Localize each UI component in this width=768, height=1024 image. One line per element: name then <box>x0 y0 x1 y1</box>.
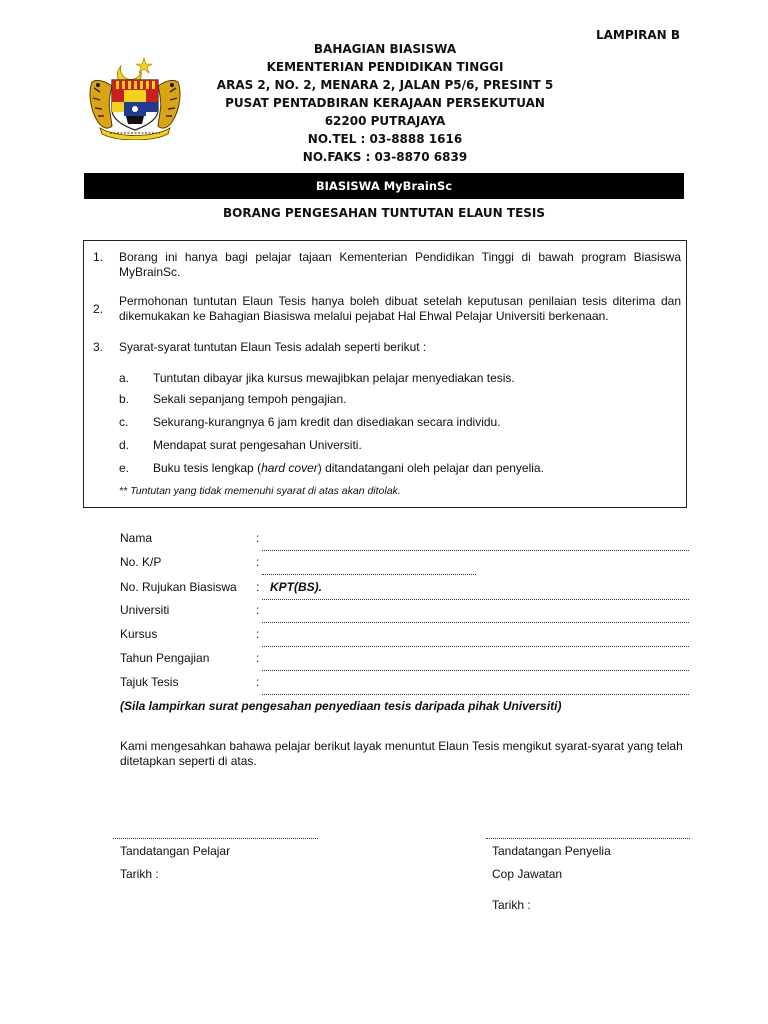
field-label: No. K/P <box>120 555 162 569</box>
kursus-input-line[interactable] <box>262 646 689 647</box>
field-row-rujukan <box>0 580 768 600</box>
condition-number: 3. <box>93 340 104 354</box>
field-label: No. Rujukan Biasiswa <box>120 580 237 594</box>
letterhead-department: BAHAGIAN BIASISWA <box>313 42 457 56</box>
field-row-kursus <box>0 627 768 647</box>
sub-condition-letter: a. <box>119 371 130 385</box>
scholarship-banner: BIASISWA MyBrainSc <box>84 173 684 199</box>
condition-text: Syarat-syarat tuntutan Elaun Tesis adalah seperti berikut : <box>119 340 427 354</box>
field-label: Kursus <box>120 627 158 641</box>
field-row-nama <box>0 531 768 551</box>
sub-condition-text: Sekali sepanjang tempoh pengajian. <box>153 392 347 406</box>
field-colon: : <box>256 675 260 689</box>
sub-condition-text: Sekurang-kurangnya 6 jam kredit dan disediakan secara individu. <box>153 415 501 429</box>
field-colon: : <box>256 555 260 569</box>
letterhead-address-2: PUSAT PENTADBIRAN KERAJAAN PERSEKUTUAN <box>225 96 545 110</box>
supervisor-signature-label: Tandatangan Penyelia <box>492 844 611 858</box>
sub-condition-text: Tuntutan dibayar jika kursus mewajibkan pelajar menyediakan tesis. <box>153 371 515 385</box>
letterhead <box>200 40 570 166</box>
student-date-label: Tarikh : <box>120 867 159 881</box>
supervisor-stamp-label: Cop Jawatan <box>492 867 563 881</box>
conditions-box <box>83 240 687 508</box>
tahun-input-line[interactable] <box>262 670 689 671</box>
sub-condition-text: Mendapat surat pengesahan Universiti. <box>153 438 362 452</box>
field-colon: : <box>256 531 260 545</box>
condition-number: 1. <box>93 250 104 264</box>
field-row-tajuk <box>0 675 768 695</box>
tajuk-input-line[interactable] <box>262 694 689 695</box>
student-signature-line[interactable] <box>113 838 318 839</box>
sub-condition-text-before: Buku tesis lengkap ( <box>153 461 262 475</box>
condition-text: Borang ini hanya bagi pelajar tajaan Kementerian Pendidikan Tinggi di bawah program Biasiswa MyBrainSc. <box>119 250 681 279</box>
letterhead-postcode: 62200 PUTRAJAYA <box>324 114 446 128</box>
field-label: Universiti <box>120 603 170 617</box>
nama-input-line[interactable] <box>262 550 689 551</box>
field-row-tahun <box>0 651 768 671</box>
sub-condition-text-after: ) ditandatangani oleh pelajar dan penyelia. <box>317 461 544 475</box>
letterhead-address-1: ARAS 2, NO. 2, MENARA 2, JALAN P5/6, PRESINT 5 <box>216 78 554 92</box>
field-colon: : <box>256 580 260 594</box>
field-row-kp <box>0 555 768 575</box>
field-label: Tajuk Tesis <box>120 675 179 689</box>
condition-number: 2. <box>93 302 104 316</box>
form-title: BORANG PENGESAHAN TUNTUTAN ELAUN TESIS <box>222 206 546 220</box>
letterhead-fax: NO.FAKS : 03-8870 6839 <box>302 150 468 164</box>
field-colon: : <box>256 603 260 617</box>
attachment-note: (Sila lampirkan surat pengesahan penyediaan tesis daripada pihak Universiti) <box>120 699 562 713</box>
sub-condition-letter: c. <box>119 415 129 429</box>
rujukan-input-line[interactable] <box>262 599 689 600</box>
conditions-note: ** Tuntutan yang tidak memenuhi syarat di atas akan ditolak. <box>119 485 401 497</box>
supervisor-signature-line[interactable] <box>486 838 690 839</box>
kp-input-line[interactable] <box>262 574 476 575</box>
rujukan-value: KPT(BS). <box>270 580 322 594</box>
field-colon: : <box>256 627 260 641</box>
sub-condition-letter: e. <box>119 461 130 475</box>
sub-condition-letter: b. <box>119 392 130 406</box>
condition-text: Permohonan tuntutan Elaun Tesis hanya boleh dibuat setelah keputusan penilaian tesis diterima dan dikemukakan ke Bahagian Biasiswa melalui pejabat Hal Ehwal Pelajar Universiti berkenaan. <box>119 294 681 323</box>
sub-condition-text-italic: hard cover <box>261 461 318 475</box>
letterhead-ministry: KEMENTERIAN PENDIDIKAN TINGGI <box>266 60 504 74</box>
sub-condition-text <box>153 461 544 476</box>
sub-condition-letter: d. <box>119 438 130 452</box>
student-signature-label: Tandatangan Pelajar <box>120 844 231 858</box>
field-row-universiti <box>0 603 768 623</box>
field-label: Nama <box>120 531 153 545</box>
supervisor-date-label: Tarikh : <box>492 898 531 912</box>
universiti-input-line[interactable] <box>262 622 689 623</box>
field-label: Tahun Pengajian <box>120 651 210 665</box>
confirmation-statement: Kami mengesahkan bahawa pelajar berikut layak menuntut Elaun Tesis mengikut syarat-syarat yang telah ditetapkan seperti di atas. <box>120 739 683 768</box>
appendix-label: LAMPIRAN B <box>596 28 681 42</box>
field-colon: : <box>256 651 260 665</box>
letterhead-phone: NO.TEL : 03-8888 1616 <box>307 132 463 146</box>
malaysia-coat-of-arms-icon <box>86 52 184 140</box>
